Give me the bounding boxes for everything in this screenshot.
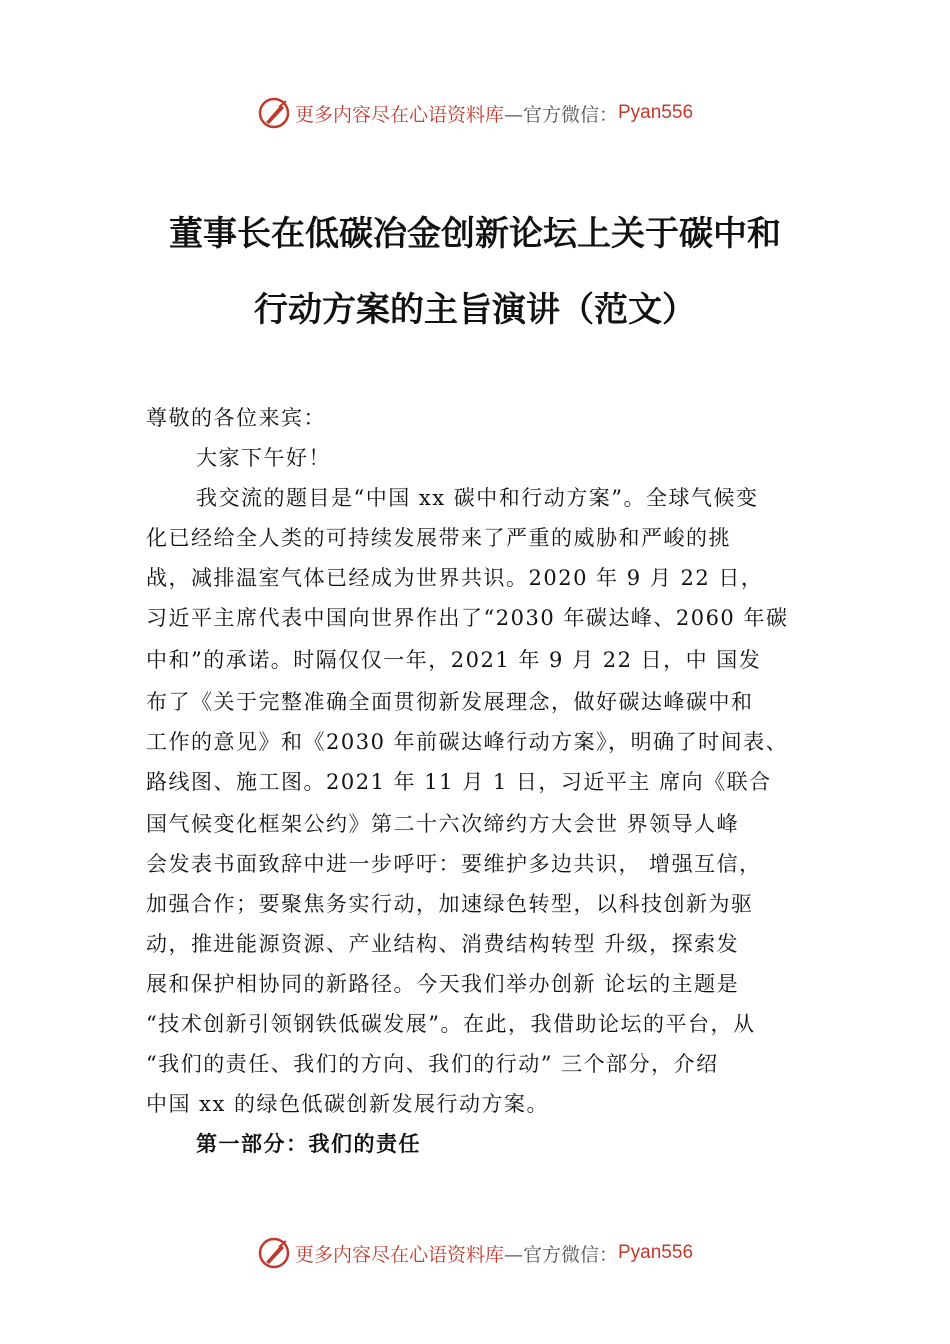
paragraph-line: 路线图、施工图。2021 年 11 月 1 日，习近平主 席向《联合 [146, 770, 772, 794]
paragraph-line: “技术创新引领钢铁低碳发展”。在此，我借助论坛的平台，从 [146, 1012, 756, 1036]
paragraph-line: 动，推进能源资源、产业结构、消费结构转型 升级，探索发 [146, 932, 740, 956]
paragraph-line: 展和保护相协同的新路径。今天我们举办创新 论坛的主题是 [146, 972, 740, 996]
watermark-wechat-id: Pyan556 [618, 1242, 694, 1263]
salutation: 尊敬的各位来宾： [146, 406, 326, 430]
paragraph-line: 布了《关于完整准确全面贯彻新发展理念，做好碳达峰碳中和 [146, 690, 754, 714]
watermark-library-text: 更多内容尽在心语资料库 [294, 1243, 504, 1266]
paragraph-line: “我们的责任、我们的方向、我们的行动” 三个部分，介绍 [146, 1052, 719, 1076]
watermark-library-text: 更多内容尽在心语资料库 [294, 103, 504, 126]
document-body [146, 0, 836, 1200]
paragraph-line: 加强合作；要聚焦务实行动，加速绿色转型，以科技创新为驱 [146, 892, 754, 916]
quill-logo-icon [257, 1236, 291, 1270]
footer-watermark [0, 1236, 950, 1270]
document-title-line-2: 行动方案的主旨演讲（范文） [254, 290, 696, 330]
watermark-wechat-label: —官方微信： [503, 1243, 618, 1266]
watermark-wechat-label: —官方微信： [503, 103, 618, 126]
section-heading: 第一部分：我们的责任 [196, 1132, 421, 1156]
paragraph-line: 国气候变化框架公约》第二十六次缔约方大会世 界领导人峰 [146, 812, 740, 836]
watermark-wechat-id: Pyan556 [618, 102, 694, 123]
greeting: 大家下午好！ [196, 446, 331, 470]
paragraph-line: 习近平主席代表中国向世界作出了“2030 年碳达峰、2060 年碳 [146, 606, 789, 630]
paragraph-line: 工作的意见》和《2030 年前碳达峰行动方案》，明确了时间表、 [146, 730, 789, 754]
paragraph-line: 中和”的承诺。时隔仅仅一年，2021 年 9 月 22 日，中 国发 [146, 648, 762, 672]
document-title-line-1: 董事长在低碳冶金创新论坛上关于碳中和 [169, 214, 781, 254]
paragraph-line: 中国 xx 的绿色低碳创新发展行动方案。 [146, 1092, 550, 1116]
paragraph-line: 化已经给全人类的可持续发展带来了严重的威胁和严峻的挑 [146, 526, 731, 550]
paragraph-line: 战，减排温室气体已经成为世界共识。2020 年 9 月 22 日， [146, 566, 764, 590]
paragraph-line: 我交流的题目是“中国 xx 碳中和行动方案”。全球气候变 [196, 486, 759, 510]
paragraph-line: 会发表书面致辞中进一步呼吁：要维护多边共识， 增强互信， [146, 852, 762, 876]
